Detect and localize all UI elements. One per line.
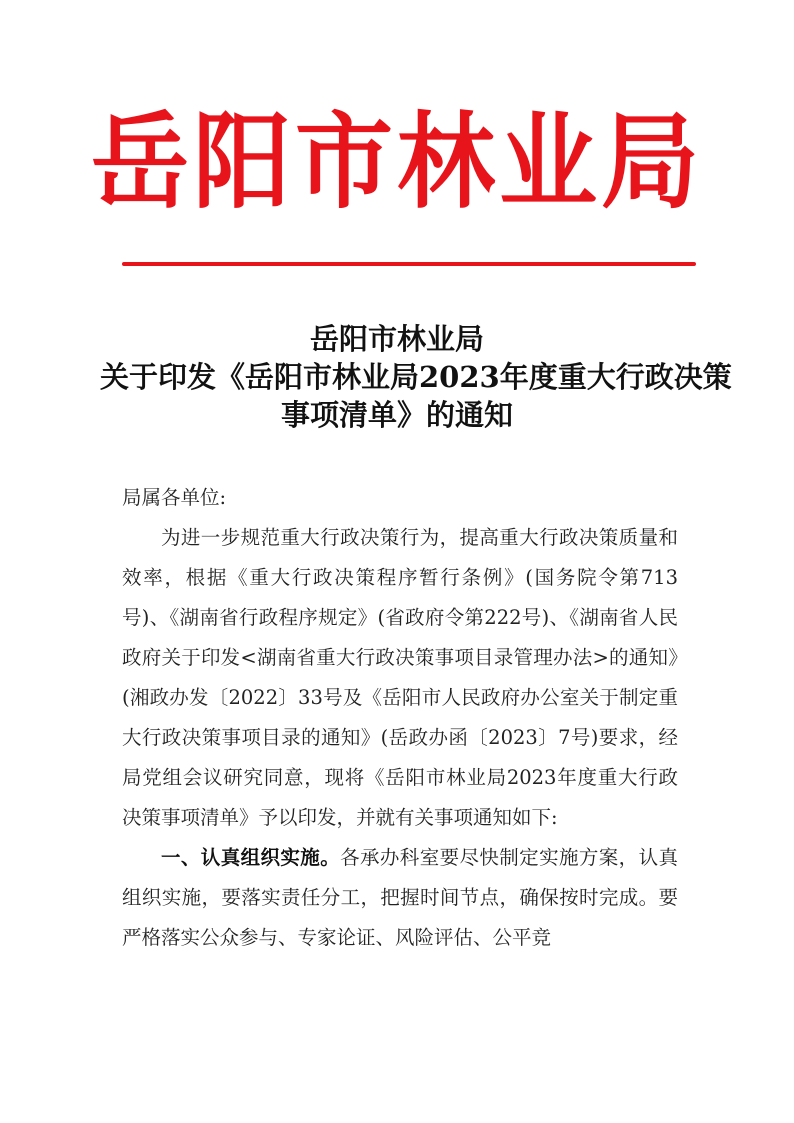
section-1-text: 各承办科室要尽快制定实施方案，认真组织实施，要落实责任分工，把握时间节点，确保按时完成。要严格落实公众参与、专家论证、风险评估、公平竞 [122, 846, 678, 949]
paragraph-section-1 [122, 838, 678, 958]
letterhead-org-name: 岳阳市林业局 [90, 102, 703, 224]
document-title [100, 320, 732, 434]
document-body [122, 478, 678, 958]
paragraph-intro: 为进一步规范重大行政决策行为，提高重大行政决策质量和效率，根据《重大行政决策程序暂行条例》(国务院令第713号)、《湖南省行政程序规定》(省政府令第222号)、《湖南省人民政府关于印发<湖南省重大行政决策事项目录管理办法>的通知》(湘政办发〔2022〕33号及《岳阳市人民政府办公室关于制定重大行政决策事项目录的通知》(岳政办函〔2023〕7号)要求，经局党组会议研究同意，现将《岳阳市林业局2023年度重大行政决策事项清单》予以印发，并就有关事项通知如下: [122, 526, 678, 829]
section-1-heading: 一、认真组织实施。 [161, 846, 341, 869]
letterhead-red-rule [122, 262, 696, 266]
title-line-3: 事项清单》的通知 [280, 398, 513, 432]
title-line-2: 关于印发《岳阳市林业局2023年度重大行政决策 [100, 360, 732, 394]
title-line-1: 岳阳市林业局 [309, 322, 484, 356]
salutation: 局属各单位: [122, 486, 227, 509]
